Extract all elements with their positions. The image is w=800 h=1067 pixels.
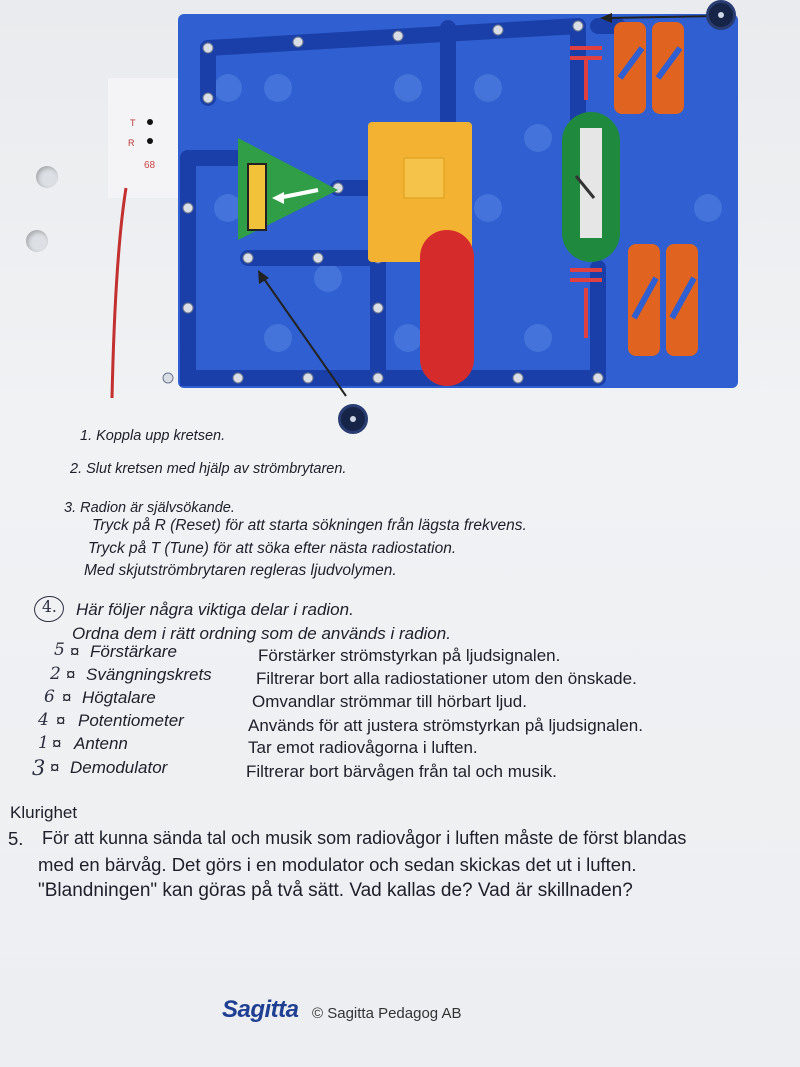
answer-number: 2 <box>50 664 61 684</box>
question-5-line-3: "Blandningen" kan göras på två sätt. Vad kallas de? Vad är skillnaden? <box>38 880 633 901</box>
circuit-board-illustration <box>108 8 748 398</box>
punch-hole-bottom <box>26 230 48 252</box>
part-description: Filtrerar bort alla radiostationer utom den önskade. <box>256 669 637 688</box>
step-3-volume: Med skjutströmbrytaren regleras ljudvolymen. <box>84 562 397 579</box>
panel-label-t: T <box>130 118 136 128</box>
checkbox-glyph: ¤ <box>50 758 60 777</box>
step-3-tune: Tryck på T (Tune) för att söka efter nästa radiostation. <box>88 540 457 557</box>
punch-hole-top <box>36 166 58 188</box>
step-3: 3. Radion är självsökande. <box>64 500 235 516</box>
answer-number: 3 <box>32 756 46 780</box>
slide-switch <box>248 164 266 230</box>
part-description: Tar emot radiovågorna i luften. <box>248 738 478 757</box>
question-4-line-2: Ordna dem i rätt ordning som de används i radion. <box>72 624 451 643</box>
answer-number: 6 <box>44 687 55 707</box>
checkbox-glyph: ¤ <box>66 665 76 684</box>
part-name: Svängningskrets <box>86 665 212 684</box>
part-description: Förstärker strömstyrkan på ljudsignalen. <box>258 646 561 665</box>
question-5-line-1: För att kunna sända tal och musik som radiovågor i luften måste de först blandas <box>42 828 687 848</box>
checkbox-glyph: ¤ <box>52 734 62 753</box>
marker-dot-bottom <box>338 404 368 434</box>
question-4-number: 4. <box>42 598 57 616</box>
question-4-line-1: Här följer några viktiga delar i radion. <box>76 600 354 619</box>
checkbox-glyph: ¤ <box>70 642 80 661</box>
red-speaker-module <box>420 230 474 386</box>
part-name: Potentiometer <box>78 711 184 730</box>
part-name: Demodulator <box>70 758 168 777</box>
part-description: Omvandlar strömmar till hörbart ljud. <box>252 692 527 711</box>
button-t-dot <box>147 119 153 125</box>
klurighet-heading: Klurighet <box>10 803 78 822</box>
sagitta-logo: Sagitta <box>222 996 299 1023</box>
checkbox-glyph: ¤ <box>56 711 66 730</box>
marker-dot-top <box>706 0 736 30</box>
checkbox-glyph: ¤ <box>62 688 72 707</box>
panel-label-number: 68 <box>144 160 156 171</box>
side-panel <box>108 78 188 198</box>
part-name: Antenn <box>74 734 128 753</box>
answer-number: 4 <box>38 710 49 730</box>
part-name: Förstärkare <box>90 642 177 661</box>
question-5-number: 5. <box>8 828 24 849</box>
step-3-reset: Tryck på R (Reset) för att starta sökningen från lägsta frekvens. <box>92 517 527 534</box>
red-wire <box>112 188 126 398</box>
copyright-text: © Sagitta Pedagog AB <box>312 1005 462 1022</box>
panel-label-r: R <box>128 138 135 148</box>
question-5-line-2: med en bärvåg. Det görs i en modulator och sedan skickas det ut i luften. <box>38 854 637 875</box>
answer-number: 1 <box>38 733 49 753</box>
step-1: 1. Koppla upp kretsen. <box>80 428 226 444</box>
button-r-dot <box>147 138 153 144</box>
step-2: 2. Slut kretsen med hjälp av strömbrytaren. <box>70 461 347 477</box>
part-name: Högtalare <box>82 688 156 707</box>
part-description: Filtrerar bort bärvågen från tal och musik. <box>246 762 557 781</box>
yellow-module-chip <box>404 158 444 198</box>
circuit-board-photo <box>108 8 748 398</box>
answer-number: 5 <box>54 640 65 660</box>
part-description: Används för att justera strömstyrkan på ljudsignalen. <box>248 716 643 735</box>
